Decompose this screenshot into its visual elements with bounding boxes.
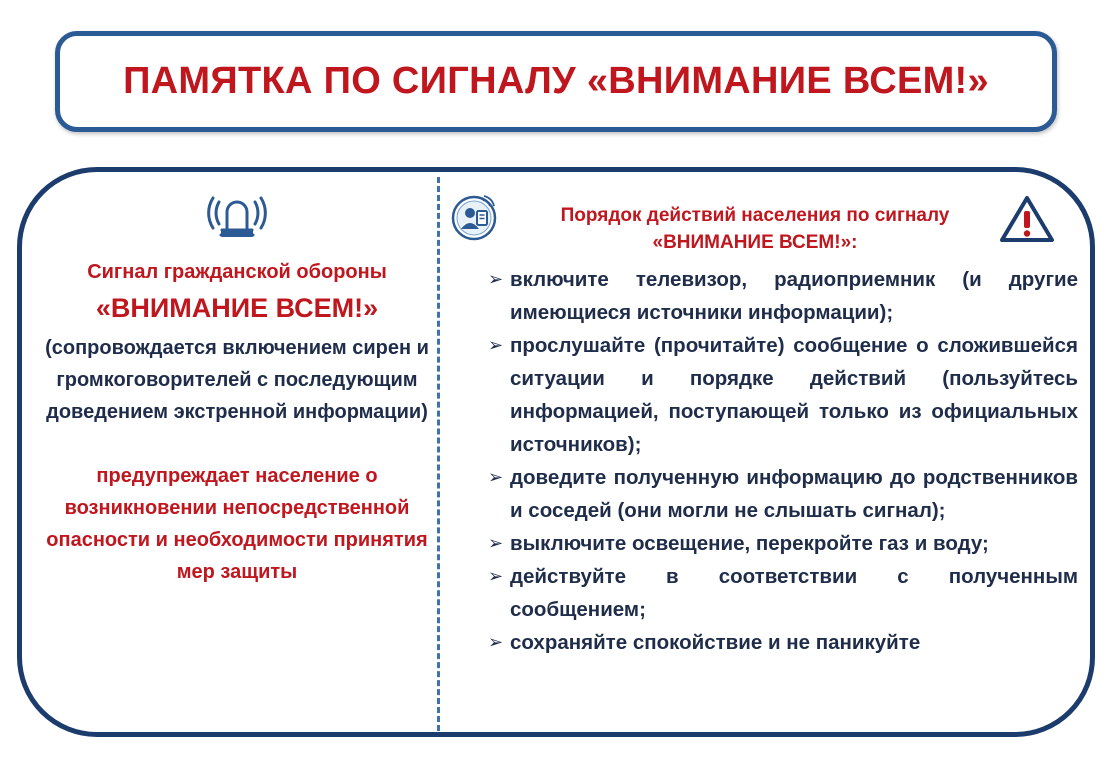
arrow-bullet-icon: ➢: [488, 467, 504, 487]
signal-info-column: [40, 188, 434, 588]
actions-heading: [490, 202, 1020, 256]
arrow-bullet-icon: ➢: [488, 269, 504, 289]
list-item: [488, 560, 1078, 626]
title-banner: [55, 31, 1057, 132]
actions-heading-line2: «ВНИМАНИЕ ВСЕМ!»:: [652, 232, 858, 253]
action-text: сохраняйте спокойствие и не паникуйте: [510, 631, 921, 654]
arrow-bullet-icon: ➢: [488, 335, 504, 355]
column-divider: [437, 177, 440, 731]
actions-list: [488, 263, 1078, 659]
action-text: прослушайте (прочитайте) сообщение о сложившейся ситуации и порядке действий (пользуйтесь информацией, поступающей только из официальных источников);: [510, 334, 1078, 456]
signal-title: Сигнал гражданской обороны: [87, 261, 387, 283]
action-text: выключите освещение, перекройте газ и воду;: [510, 532, 989, 555]
actions-heading-line1: Порядок действий населения по сигналу: [560, 205, 950, 226]
page-title: ПАМЯТКА ПО СИГНАЛУ «ВНИМАНИЕ ВСЕМ!»: [123, 60, 989, 102]
signal-name: «ВНИМАНИЕ ВСЕМ!»: [95, 293, 379, 323]
siren-icon: [207, 188, 267, 242]
arrow-bullet-icon: ➢: [488, 533, 504, 553]
arrow-bullet-icon: ➢: [488, 632, 504, 652]
signal-description: (сопровождается включением сирен и громкоговорителей с последующим доведением экстренной информации): [45, 337, 429, 423]
list-item: [488, 329, 1078, 461]
signal-warning: предупреждает население о возникновении непосредственной опасности и необходимости принятия мер защиты: [46, 465, 428, 583]
warning-triangle-icon: [998, 194, 1056, 244]
action-text: включите телевизор, радиоприемник (и другие имеющиеся источники информации);: [510, 268, 1078, 324]
action-text: доведите полученную информацию до родственников и соседей (они могли не слышать сигнал);: [510, 466, 1078, 522]
list-item: [488, 626, 1078, 659]
list-item: [488, 461, 1078, 527]
list-item: [488, 527, 1078, 560]
list-item: [488, 263, 1078, 329]
arrow-bullet-icon: ➢: [488, 566, 504, 586]
action-text: действуйте в соответствии с полученным сообщением;: [510, 565, 1078, 621]
